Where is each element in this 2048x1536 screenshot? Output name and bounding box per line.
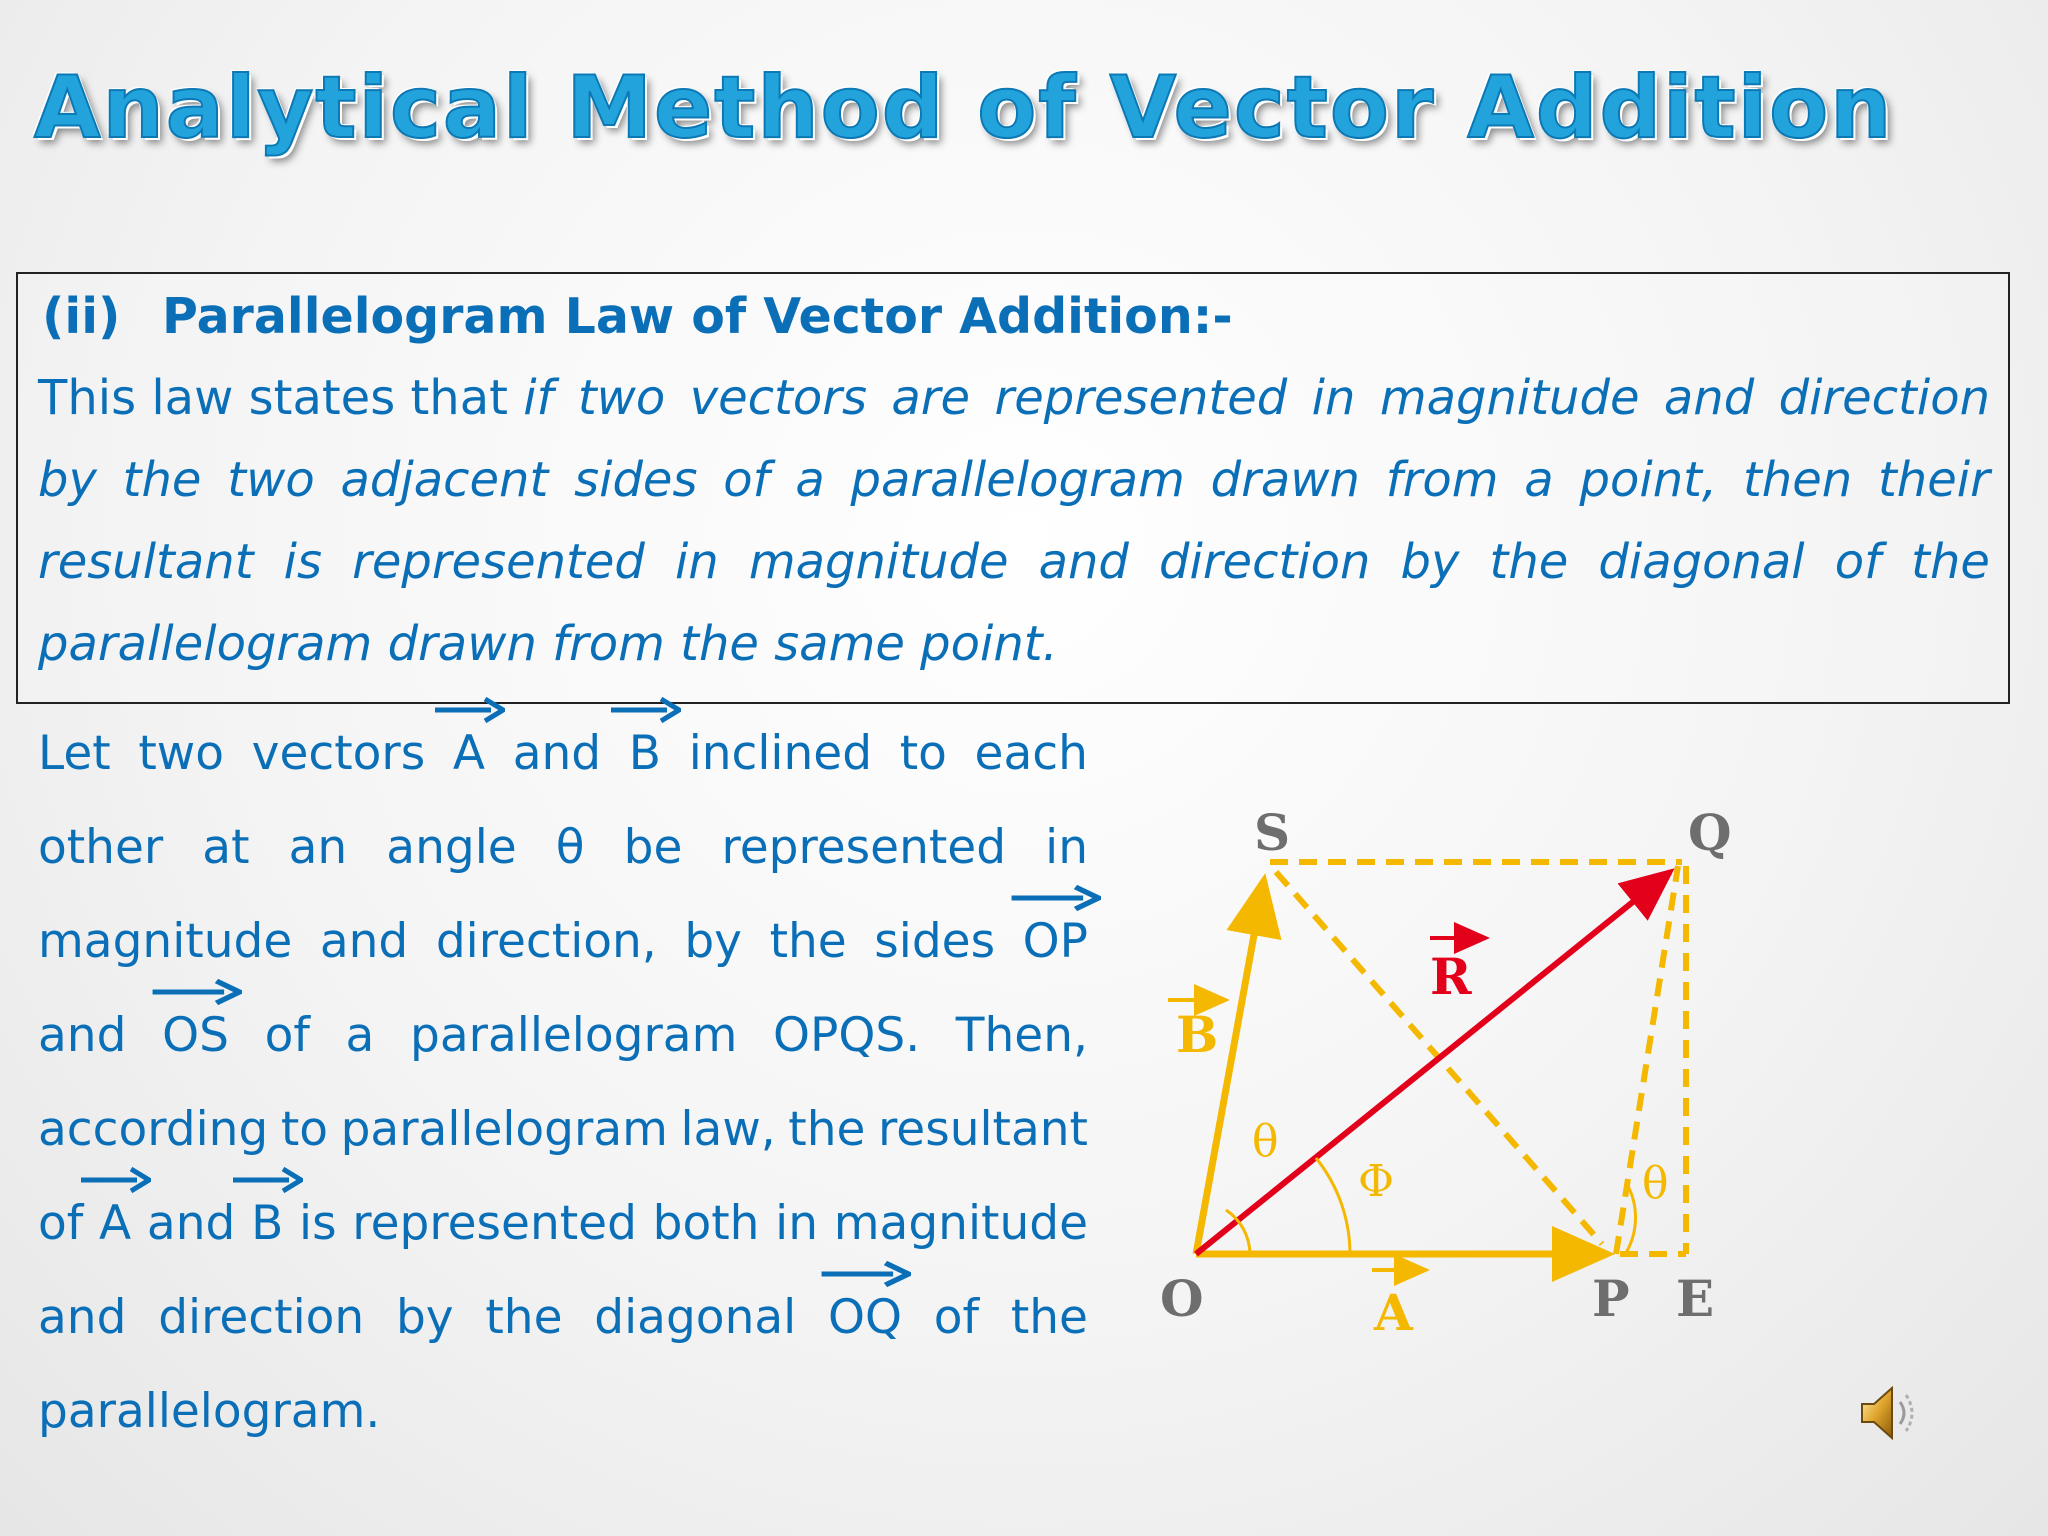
body-word: represented <box>352 1196 637 1251</box>
body-word: magnitude <box>833 1196 1088 1251</box>
body-word: sides <box>874 914 996 969</box>
vector-arrow-icon <box>1009 884 1101 912</box>
definition-word: if <box>523 370 554 426</box>
body-word: represented <box>721 820 1007 875</box>
definition-lead-group <box>38 370 553 426</box>
definition-word: sides <box>574 452 698 508</box>
definition-line-4-text: parallelogram drawn from the same point. <box>38 616 1058 672</box>
label-vector-r: R <box>1430 947 1472 1006</box>
definition-word: represented <box>352 534 645 590</box>
vector-symbol: OS <box>162 1008 229 1063</box>
definition-word: drawn <box>1210 452 1360 508</box>
body-line-7 <box>38 1290 1088 1370</box>
body-word: parallelogram <box>340 1102 668 1157</box>
body-word: both <box>652 1196 760 1251</box>
definition-title: Parallelogram Law of Vector Addition:- <box>162 288 1233 345</box>
body-word: direction, <box>435 914 657 969</box>
body-word: is <box>299 1196 337 1251</box>
body-word: law, <box>680 1102 776 1157</box>
label-point-o: O <box>1160 1269 1204 1328</box>
body-word: and <box>38 1290 127 1345</box>
body-line-8 <box>38 1384 1088 1464</box>
body-word: Then, <box>955 1008 1088 1063</box>
body-word: according <box>38 1102 269 1157</box>
body-word: be <box>623 820 683 875</box>
definition-word: vectors <box>689 370 867 426</box>
definition-word: two <box>577 370 666 426</box>
angle-phi-arc <box>1316 1158 1350 1254</box>
definition-word: is <box>283 534 322 590</box>
definition-word: direction <box>1159 534 1371 590</box>
vector-arrow-icon <box>231 1166 303 1194</box>
body-word: other <box>38 820 164 875</box>
definition-word: a <box>1524 452 1554 508</box>
body-word: and <box>146 1196 236 1251</box>
vector-symbol: B <box>629 726 661 781</box>
label-angle-theta: θ <box>1252 1116 1279 1167</box>
definition-word: in <box>1311 370 1356 426</box>
body-word: a <box>345 1008 375 1063</box>
definition-line-3 <box>38 534 1990 614</box>
body-word: resultant <box>878 1102 1088 1157</box>
definition-word: and <box>1038 534 1129 590</box>
definition-line-2 <box>38 452 1990 532</box>
body-word: two <box>138 726 224 781</box>
vector-arrow-icon <box>609 696 681 724</box>
definition-word: of <box>723 452 770 508</box>
definition-heading <box>42 288 1233 345</box>
speaker-icon[interactable] <box>1858 1382 1924 1444</box>
label-vector-b: B <box>1176 1005 1219 1064</box>
body-word: Let <box>38 726 111 781</box>
label-point-e: E <box>1676 1269 1715 1328</box>
body-line-8-text: parallelogram. <box>38 1384 381 1439</box>
definition-word: a <box>795 452 825 508</box>
definition-word: the <box>122 452 202 508</box>
vector-r-line <box>1196 872 1670 1254</box>
body-line-1 <box>38 726 1088 806</box>
label-angle-theta2: θ <box>1642 1158 1669 1209</box>
body-word: the <box>1010 1290 1088 1345</box>
vector-arrow-icon <box>79 1166 151 1194</box>
body-word: the <box>485 1290 563 1345</box>
body-word: the <box>788 1102 866 1157</box>
label-angle-phi: Φ <box>1358 1156 1395 1207</box>
definition-word: then <box>1742 452 1853 508</box>
definition-word: represented <box>994 370 1288 426</box>
body-word: direction <box>158 1290 365 1345</box>
body-word: θ <box>555 820 585 875</box>
body-word: and <box>38 1008 127 1063</box>
definition-word: direction <box>1778 370 1990 426</box>
definition-word: parallelogram <box>850 452 1185 508</box>
body-word: in <box>775 1196 819 1251</box>
definition-word: and <box>1663 370 1755 426</box>
definition-word: are <box>891 370 971 426</box>
definition-number: (ii) <box>42 288 121 345</box>
body-word: diagonal <box>594 1290 797 1345</box>
definition-word: from <box>1385 452 1499 508</box>
body-word: and <box>319 914 409 969</box>
body-word: the <box>769 914 847 969</box>
definition-word: resultant <box>38 534 254 590</box>
body-word: by <box>395 1290 454 1345</box>
vector-symbol: B <box>251 1196 283 1251</box>
body-word: of <box>933 1290 980 1345</box>
vector-symbol: OQ <box>828 1290 902 1345</box>
definition-word: magnitude <box>1379 370 1640 426</box>
slide-title: Analytical Method of Vector Addition <box>34 58 1894 158</box>
body-line-5 <box>38 1102 1088 1182</box>
body-word: each <box>974 726 1088 781</box>
label-point-p: P <box>1592 1269 1630 1328</box>
definition-word: by <box>38 452 97 508</box>
body-word: an <box>288 820 348 875</box>
body-word: parallelogram <box>410 1008 738 1063</box>
vector-symbol: A <box>453 726 485 781</box>
label-point-s: S <box>1254 803 1291 862</box>
body-line-2 <box>38 820 1088 900</box>
definition-word: of <box>1834 534 1882 590</box>
body-word: magnitude <box>38 914 293 969</box>
vector-arrow-icon <box>819 1260 911 1288</box>
definition-word: point, <box>1579 452 1718 508</box>
body-word: at <box>202 820 250 875</box>
definition-word: adjacent <box>340 452 549 508</box>
definition-word: their <box>1877 452 1990 508</box>
definition-word: by <box>1400 534 1460 590</box>
body-word: and <box>512 726 602 781</box>
definition-word: in <box>674 534 719 590</box>
body-line-4 <box>38 1008 1088 1088</box>
definition-word: two <box>227 452 315 508</box>
definition-lead-text: This law states that <box>38 370 524 426</box>
definition-word: magnitude <box>748 534 1009 590</box>
definition-line-1 <box>38 370 1990 450</box>
body-word: by <box>684 914 742 969</box>
body-word: inclined <box>688 726 873 781</box>
body-word: of <box>38 1196 84 1251</box>
parallelogram-diagram <box>1120 790 1820 1350</box>
body-word: of <box>264 1008 310 1063</box>
vector-symbol: OP <box>1023 914 1088 969</box>
body-word: to <box>280 1102 328 1157</box>
vector-symbol: A <box>99 1196 131 1251</box>
body-word: in <box>1045 820 1088 875</box>
body-word: angle <box>386 820 517 875</box>
body-line-6 <box>38 1196 1088 1276</box>
label-point-q: Q <box>1688 803 1732 862</box>
definition-word: diagonal <box>1598 534 1805 590</box>
vector-b-line <box>1196 880 1264 1254</box>
vector-arrow-icon <box>150 978 242 1006</box>
definition-word: the <box>1911 534 1990 590</box>
definition-line-4 <box>38 616 1990 696</box>
body-word: OPQS. <box>773 1008 921 1063</box>
label-vector-a: A <box>1374 1283 1413 1342</box>
body-word: vectors <box>251 726 426 781</box>
body-word: to <box>899 726 947 781</box>
definition-word: the <box>1489 534 1569 590</box>
definition-box <box>16 272 2010 704</box>
vector-arrow-icon <box>433 696 505 724</box>
